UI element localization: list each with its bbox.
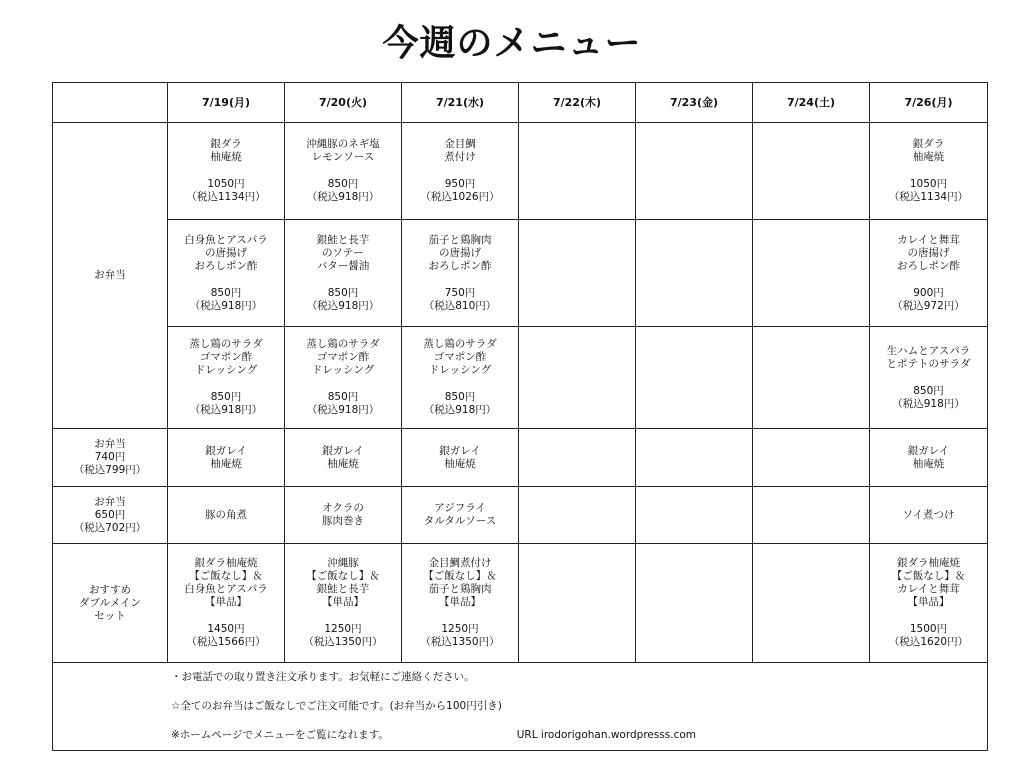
menu-cell-empty	[519, 429, 636, 487]
homepage-url-link[interactable]: URL irodorigohan.wordpresss.com	[516, 729, 697, 741]
dish-name: 生ハムとアスパラ とポテトのサラダ	[886, 344, 971, 370]
bento-row	[53, 327, 988, 429]
menu-cell-empty	[753, 429, 870, 487]
menu-cell	[168, 123, 285, 220]
double-main-set-row	[53, 544, 988, 663]
notes-cell	[53, 663, 988, 751]
menu-cell	[168, 327, 285, 429]
menu-cell-empty	[753, 123, 870, 220]
dish-name: カレイと舞茸 の唐揚げ おろしポン酢	[897, 233, 960, 272]
menu-cell: 銀ガレイ 柚庵焼	[870, 429, 988, 487]
menu-cell: オクラの 豚肉巻き	[285, 487, 402, 544]
menu-cell-empty	[636, 487, 753, 544]
menu-cell	[285, 220, 402, 327]
note-homepage	[171, 721, 987, 750]
day-header: 7/20(火)	[285, 83, 402, 123]
double-main-set-label: おすすめ ダブルメイン セット	[53, 544, 168, 663]
dish-price: 850円 （税込918円）	[306, 286, 380, 312]
menu-cell: 銀ガレイ 柚庵焼	[285, 429, 402, 487]
dish-price: 850円 （税込918円）	[306, 178, 380, 203]
menu-cell-empty	[753, 220, 870, 327]
menu-cell: 豚の角煮	[168, 487, 285, 544]
bento-row	[53, 123, 988, 220]
menu-cell	[870, 123, 988, 220]
menu-cell-empty	[753, 487, 870, 544]
menu-cell-empty	[636, 327, 753, 429]
dish-name: 銀ダラ 柚庵焼	[210, 138, 242, 163]
menu-cell	[285, 544, 402, 663]
menu-cell	[870, 544, 988, 663]
dish-price: 1050円 （税込1134円）	[186, 178, 266, 203]
day-header: 7/22(木)	[519, 83, 636, 123]
menu-cell	[870, 327, 988, 429]
dish-name: 沖縄豚のネギ塩 レモンソース	[306, 138, 380, 163]
menu-cell-empty	[753, 544, 870, 663]
bento-category-label: お弁当	[53, 123, 168, 429]
dish-name: 蒸し鶏のサラダ ゴマポン酢 ドレッシング	[306, 338, 380, 376]
dish-price: 900円 （税込972円）	[892, 286, 965, 312]
menu-cell-empty	[519, 123, 636, 220]
menu-cell	[402, 327, 519, 429]
bento-row	[53, 220, 988, 327]
menu-cell-empty	[519, 544, 636, 663]
bento-740-label: お弁当 740円 （税込799円）	[53, 429, 168, 487]
dish-name: 銀ダラ 柚庵焼	[912, 138, 945, 163]
dish-name: 金目鯛煮付け 【ご飯なし】＆ 茄子と鶏胸肉 【単品】	[423, 557, 497, 608]
header-corner-cell	[53, 83, 168, 123]
menu-cell-empty	[519, 327, 636, 429]
menu-cell: 銀ガレイ 柚庵焼	[402, 429, 519, 487]
bento-740-row	[53, 429, 988, 487]
dish-name: 白身魚とアスパラ の唐揚げ おろしポン酢	[184, 233, 268, 272]
dish-price: 1250円 （税込1350円）	[420, 623, 500, 648]
dish-price: 1500円 （税込1620円）	[888, 623, 969, 648]
dish-price: 750円 （税込810円）	[423, 286, 497, 312]
menu-cell: アジフライ タルタルソース	[402, 487, 519, 544]
dish-name: 茄子と鶏胸肉 の唐揚げ おろしポン酢	[428, 233, 492, 272]
dish-name: 蒸し鶏のサラダ ゴマポン酢 ドレッシング	[423, 338, 497, 376]
dish-price: 850円 （税込918円）	[189, 286, 263, 312]
dish-price: 850円 （税込918円）	[189, 391, 263, 416]
dish-name: 銀ダラ柚庵焼 【ご飯なし】＆ カレイと舞茸 【単品】	[891, 557, 966, 608]
menu-cell	[285, 123, 402, 220]
menu-cell-empty	[519, 487, 636, 544]
bento-650-row	[53, 487, 988, 544]
dish-price: 1250円 （税込1350円）	[303, 623, 383, 648]
weekly-menu-table	[52, 82, 988, 751]
dish-price: 950円 （税込1026円）	[420, 178, 500, 203]
menu-cell: ソイ煮つけ	[870, 487, 988, 544]
notes-row	[53, 663, 988, 751]
page-title: 今週のメニュー	[382, 23, 642, 64]
dish-name: 蒸し鶏のサラダ ゴマポン酢 ドレッシング	[189, 338, 263, 376]
menu-cell-empty	[636, 220, 753, 327]
menu-cell	[402, 544, 519, 663]
menu-cell-empty	[519, 220, 636, 327]
dish-price: 850円 （税込918円）	[892, 384, 965, 410]
menu-cell: 銀ガレイ 柚庵焼	[168, 429, 285, 487]
menu-cell-empty	[636, 429, 753, 487]
day-header: 7/21(水)	[402, 83, 519, 123]
note-homepage-text: ※ホームページでメニューをご覧になれます。	[171, 729, 389, 741]
menu-cell-empty	[753, 327, 870, 429]
menu-cell	[168, 544, 285, 663]
dish-price: 1050円 （税込1134円）	[888, 178, 969, 203]
day-header: 7/26(月)	[870, 83, 988, 123]
dish-price: 850円 （税込918円）	[423, 391, 497, 416]
day-header: 7/24(土)	[753, 83, 870, 123]
menu-cell	[402, 123, 519, 220]
day-header: 7/19(月)	[168, 83, 285, 123]
menu-cell-empty	[636, 123, 753, 220]
dish-name: 沖縄豚 【ご飯なし】＆ 銀鮭と長芋 【単品】	[306, 557, 380, 608]
note-no-rice: ☆全てのお弁当はご飯なしでご注文可能です。(お弁当から100円引き)	[171, 700, 502, 712]
bento-650-label: お弁当 650円 （税込702円）	[53, 487, 168, 544]
menu-cell	[870, 220, 988, 327]
note-phone-order: ・お電話での取り置き注文承ります。お気軽にご連絡ください。	[171, 671, 475, 683]
day-header: 7/23(金)	[636, 83, 753, 123]
menu-cell	[168, 220, 285, 327]
menu-cell	[285, 327, 402, 429]
menu-cell	[402, 220, 519, 327]
dish-price: 1450円 （税込1566円）	[186, 623, 266, 648]
header-row	[53, 83, 988, 123]
menu-cell-empty	[636, 544, 753, 663]
dish-name: 金目鯛 煮付け	[444, 138, 476, 163]
dish-name: 銀鮭と長芋 のソテー バター醤油	[316, 233, 370, 272]
dish-price: 850円 （税込918円）	[306, 391, 380, 416]
dish-name: 銀ダラ柚庵焼 【ご飯なし】＆ 白身魚とアスパラ 【単品】	[184, 557, 268, 608]
